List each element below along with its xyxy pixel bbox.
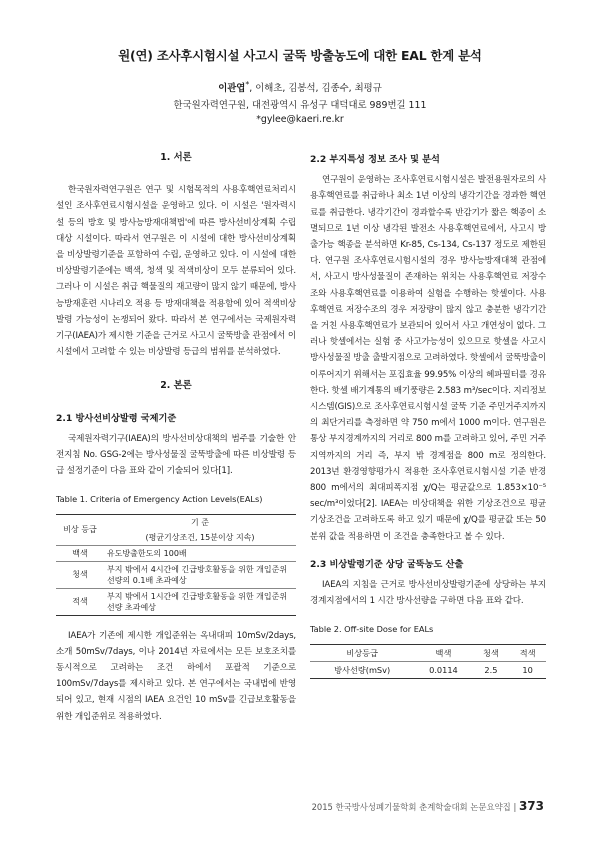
table-1-caption: Table 1. Criteria of Emergency Action Levels(EALs): [56, 494, 263, 505]
table-2-caption: Table 2. Off-site Dose for EALs: [310, 624, 434, 635]
affiliation: 한국원자력연구원, 대전광역시 유성구 대덕대로 989번길 111: [173, 100, 427, 111]
table-2-cell: 0.0114: [414, 661, 472, 678]
lead-author-mark: *: [245, 80, 250, 89]
table-1-criterion: 부지 밖에서 4시간에 긴급방호활동을 위한 개입준위 선량의 0.1배 초과예상: [104, 561, 296, 588]
co-authors: , 이해초, 김봉석, 김종수, 최평규: [249, 83, 382, 95]
section-2-title: 2. 본론: [160, 380, 192, 392]
table-1-level: 청색: [56, 561, 104, 588]
table-1-head-level: 비상 등급: [56, 514, 104, 545]
table-row: [310, 661, 546, 678]
author-line: [0, 80, 600, 94]
table-1-level: 백색: [56, 545, 104, 561]
section-1-title: 1. 서론: [160, 152, 192, 163]
table-1-criterion: 부지 밖에서 1시간에 긴급방호활동을 위한 개입준위 선량 초과예상: [104, 588, 296, 615]
page-number: 373: [518, 799, 544, 813]
table-1-head-criterion: 기 준: [104, 514, 296, 530]
table-row: [56, 588, 296, 615]
table-2: [310, 644, 546, 679]
section-2-3-paragraph: IAEA의 지침을 근거로 방사선비상발령기준에 상당하는 부지경계지점에서의 1 시간 방사선량을 구하면 다음 표와 같다.: [310, 580, 546, 607]
right-column: [310, 150, 546, 679]
section-2-2-paragraph: 연구원이 운영하는 조사후연료시험시설은 발전용원자로의 사용후핵연료를 취급하나 최소 1년 이상의 냉각기간을 경과한 핵연료를 취급한다. 냉각기간이 경과할수록 반감기가 짧은 핵종이 소멸되므로 1년 이상 냉각된 발전소 사용후핵연료에서, 사고시 방출가능 핵종을 분석하면 Kr-85, Cs-134, Cs-137 정도로 제한된다. 연구원 조사후연료시험시설의 경우 방사능방재대책 관점에서, 사고시 방사성물질이 존재하는 위치는 사용후핵연료 저장수조와 사용후핵연료를 이용하여 실험을 수행하는 핫셀이다. 사용후핵연료 저장수조의 경우 저장량이 많지 않고 충분한 냉각기간을 거친 사용후핵연료가 보관되어 있어서 사고 개연성이 없다. 그러나 핫셀에서는 실험 중 사고가능성이 있으므로 핫셀을 사고시 방사성물질 방출 출발지점으로 고려하였다. 핫셀에서 굴뚝방출이 이루어지기 위해서는 포집효율 99.95% 이상의 헤파필터를 경유한다. 핫셀 배기계통의 배기풍량은 2.583 m³/sec이다. 지리정보시스템(GIS)으로 조사후연료시험시설 굴뚝 기준 주민거주지까지의 최단거리를 측정하면 약 750 m에서 1000 m이다. 연구원은 통상 부지경계까지의 거리로 800 m를 고려하고 있어, 주민 거주지역까지의 거리 즉, 부지 밖 경계점을 800 m로 정의한다. 2013년 환경영향평가시 적용한 조사후연료시험시설 기준 반경 800 m에서의 최대피폭지점 χ/Q는 평균값으로 1.853×10⁻⁵ sec/m³이었다[2]. IAEA는 비상대책을 위한 기상조건으로 평균기상조건을 고려하도록 하고 있기 때문에 χ/Q를 평균값 또는 50분위 값을 적용하면 이 조건을 충족한다고 볼 수 있다.: [310, 175, 546, 542]
lead-author: 이관엽: [218, 83, 246, 95]
table-2-head: 백색: [414, 644, 472, 661]
table-1-criterion: 유도방출한도의 100배: [104, 545, 296, 561]
page-footer: [312, 799, 544, 813]
table-2-head: 비상등급: [310, 644, 414, 661]
table-2-cell: 10: [509, 661, 546, 678]
section-2-1-paragraph-1: 국제원자력기구(IAEA)의 방사선비상대책의 범주를 기술한 안전지침 No. GSG-2에는 방사성물질 굴뚝방출에 따른 비상발령 등급 설정기준이 다음 표와 같이 기술되어 있다[1].: [56, 433, 296, 477]
section-2-2-title: 2.2 부지특성 정보 조사 및 분석: [310, 154, 440, 165]
section-1-paragraph: 한국원자력연구원은 연구 및 시험목적의 사용후핵연료처리시설인 조사후연료시험시설을 운영하고 있다. 이 시설은 '원자력시설 등의 방호 및 방사능방재대책법'에 따른 방사선비상계획 수립 대상 시설이다. 따라서 연구원은 이 시설에 대한 방사선비상계획을 비상발령기준을 포함하여 수립, 운영하고 있다. 이 시설에 대한 비상발령기준에는 백색, 청색 및 적색비상이 모두 분류되어 있다. 그러나 이 시설은 취급 핵물질의 재고량이 많지 않기 때문에, 방사능방재훈련 시나리오 적용 등 방재대책을 적용함에 있어 적색비상 발령 가능성이 논쟁되어 왔다. 따라서 본 연구에서는 국제원자력기구(IAEA)가 제시한 기준을 근거로 사고시 굴뚝방출 관점에서 이 시설에서 고려할 수 있는 비상발령 등급의 범위를 분석하였다.: [56, 185, 296, 358]
section-2-1-title: 2.1 방사선비상발령 국제기준: [56, 412, 177, 424]
table-1-head-sub: (평균기상조건, 15분이상 지속): [145, 532, 255, 542]
table-1: [56, 514, 296, 616]
table-row: [56, 561, 296, 588]
table-2-cell: 방사선량(mSv): [310, 661, 414, 678]
conference-name: 2015 한국방사성폐기물학회 춘계학술대회 논문요약집: [311, 802, 511, 812]
table-2-head: 청색: [473, 644, 510, 661]
table-2-cell: 2.5: [473, 661, 510, 678]
table-2-head: 적색: [509, 644, 546, 661]
footer-separator: |: [513, 802, 517, 812]
section-2-3-title: 2.3 비상발령기준 상당 굴뚝농도 산출: [310, 558, 464, 570]
table-1-level: 적색: [56, 588, 104, 615]
email: *gylee@kaeri.re.kr: [256, 114, 344, 125]
table-row: [56, 545, 296, 561]
paper-title: 원(연) 조사후시험시설 사고시 굴뚝 방출농도에 대한 EAL 한계 분석: [118, 48, 482, 63]
left-column: [56, 150, 296, 725]
section-2-1-paragraph-2: IAEA가 기존에 제시한 개입준위는 옥내대피 10mSv/2days, 소개 50mSv/7days, 이나 2014년 자료에서는 모든 보호조치를 동시적으로 고려하는 조건 하에서 포괄적 기준으로 100mSv/7days를 제시하고 있다. 본 연구에서는 국내법에 반영되어 있고, 현재 시점의 IAEA 요건인 10 mSv를 긴급보호활동을 위한 개입준위로 적용하였다.: [56, 630, 296, 722]
